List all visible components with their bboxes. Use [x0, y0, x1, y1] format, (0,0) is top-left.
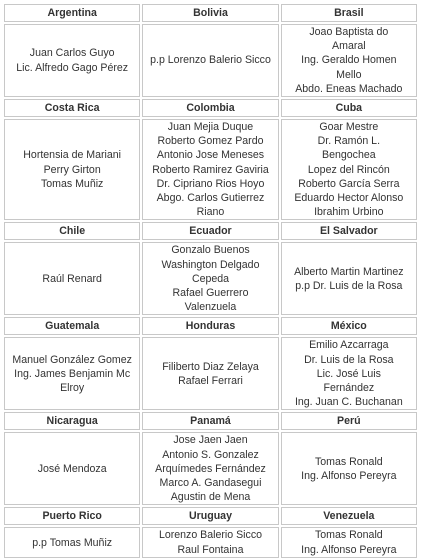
delegates-cell-ecuador: [142, 242, 278, 315]
delegate-name-line: Agustin de Mena: [170, 491, 251, 504]
delegate-name-line: Tomas Ronald: [314, 455, 383, 468]
country-header-row: [4, 317, 417, 335]
delegate-name-line: Joao Baptista do: [309, 26, 389, 38]
country-header-row: [4, 4, 417, 22]
delegates-cell-venezuela: [281, 527, 417, 557]
delegate-name-line: Marco A. Gandasegui: [159, 477, 262, 490]
delegate-name-line: Raúl Renard: [42, 272, 102, 285]
delegates-cell-argentina: [4, 24, 140, 97]
country-header-row: [4, 222, 417, 240]
country-header-guatemala: Guatemala: [4, 317, 140, 335]
country-header-ecuador: Ecuador: [142, 222, 278, 240]
country-header-bolivia: Bolivia: [142, 4, 278, 22]
delegate-name-line: Arquímedes Fernández: [155, 462, 266, 475]
delegate-name-line: Antonio Jose Meneses: [156, 149, 265, 162]
delegate-name-line: Antonio S. Gonzalez: [162, 448, 259, 461]
delegate-name-line: Lic. José Luis: [316, 367, 381, 380]
delegate-name-line: Ibrahim Urbino: [314, 206, 384, 219]
delegate-name-line: Bengochea: [322, 149, 376, 162]
delegates-row: [4, 24, 417, 97]
country-header-chile: Chile: [4, 222, 140, 240]
delegate-name-line: Tomas Ronald: [314, 529, 383, 542]
delegate-name-line: Lorenzo Balerio Sicco: [158, 529, 263, 542]
delegate-name-line: Gonzalo Buenos: [171, 244, 250, 257]
delegates-cell-cuba: [281, 119, 417, 220]
country-header-venezuela: Venezuela: [281, 507, 417, 525]
delegate-name-line: p.p Lorenzo Balerio Sicco: [150, 54, 271, 67]
country-header-puerto-rico: Puerto Rico: [4, 507, 140, 525]
delegate-name-line: Alberto Martin Martinez: [294, 265, 404, 278]
delegate-name-line: Raul Fontaina: [177, 543, 244, 556]
delegates-cell-puerto-rico: [4, 527, 140, 557]
delegates-cell-honduras: [142, 337, 278, 410]
delegate-name-line: Hortensia de Mariani: [23, 149, 122, 162]
delegates-row: [4, 432, 417, 505]
delegate-name-line: p.p Dr. Luis de la Rosa: [295, 279, 403, 292]
delegates-cell-nicaragua: [4, 432, 140, 505]
delegate-name-line: Manuel González Gomez: [12, 353, 132, 366]
delegate-name-line: Eduardo Hector Alonso: [294, 192, 404, 205]
country-header-panama: Panamá: [142, 412, 278, 430]
delegate-name-line: Ing. James Benjamin Mc: [14, 367, 131, 380]
delegate-name-line: Roberto Ramirez Gaviria: [152, 163, 269, 176]
country-header-uruguay: Uruguay: [142, 507, 278, 525]
delegates-cell-mexico: [281, 337, 417, 410]
country-header-mexico: México: [281, 317, 417, 335]
delegate-name-line: Juan Mejia Duque: [167, 121, 254, 134]
country-header-row: [4, 507, 417, 525]
delegate-name-line: Roberto García Serra: [298, 177, 400, 190]
delegate-name-line: Rafael Guerrero: [172, 287, 249, 300]
delegates-cell-el-salvador: [281, 242, 417, 315]
delegate-name-line: Ing. Alfonso Pereyra: [301, 543, 397, 556]
delegate-name-line: Jose Jaen Jaen: [173, 434, 248, 447]
delegate-name-line: Roberto Gomez Pardo: [157, 135, 264, 148]
delegates-cell-costa-rica: [4, 119, 140, 220]
delegates-cell-bolivia: [142, 24, 278, 97]
delegate-name-line: Valenzuela: [184, 301, 237, 314]
delegate-name-line: Dr. Luis de la Rosa: [304, 353, 394, 366]
delegates-row: [4, 119, 417, 220]
country-header-row: [4, 412, 417, 430]
delegate-name-line: Ing. Juan C. Buchanan: [294, 396, 403, 409]
country-header-argentina: Argentina: [4, 4, 140, 22]
delegate-name-line: Ing. Alfonso Pereyra: [301, 469, 397, 482]
delegates-cell-uruguay: [142, 527, 278, 557]
delegates-cell-colombia: [142, 119, 278, 220]
delegate-name-line: Tomas Muñiz: [40, 177, 104, 190]
delegate-name-line: Goar Mestre: [319, 121, 379, 134]
delegate-name-line: Ing. Geraldo Homen: [301, 54, 397, 67]
delegates-cell-peru: [281, 432, 417, 505]
delegate-name-line: Amaral: [332, 40, 366, 53]
delegate-name-line: Lopez del Rincón: [307, 163, 390, 176]
delegate-name-line: Perry Girton: [43, 163, 101, 176]
delegate-name-line: Dr. Ramón L.: [317, 135, 381, 148]
delegates-cell-brasil: [281, 24, 417, 97]
country-header-cuba: Cuba: [281, 99, 417, 117]
country-header-nicaragua: Nicaragua: [4, 412, 140, 430]
delegate-name-line: Lic. Alfredo Gago Pérez: [16, 61, 129, 74]
country-header-brasil: Brasil: [281, 4, 417, 22]
delegates-cell-guatemala: [4, 337, 140, 410]
country-header-honduras: Honduras: [142, 317, 278, 335]
delegate-name-line: Rafael Ferrari: [178, 374, 243, 387]
delegates-row: [4, 242, 417, 315]
delegate-name-line: Emilio Azcarraga: [309, 339, 389, 352]
delegates-row: [4, 527, 417, 557]
country-header-el-salvador: El Salvador: [281, 222, 417, 240]
country-header-row: [4, 99, 417, 117]
delegate-name-line: Elroy: [60, 382, 85, 395]
delegate-name-line: p.p Tomas Muñiz: [32, 536, 113, 549]
delegate-name-line: Abgo. Carlos Gutierrez: [156, 192, 265, 205]
delegate-name-line: Cepeda: [191, 272, 230, 285]
country-header-peru: Perú: [281, 412, 417, 430]
delegates-cell-chile: [4, 242, 140, 315]
delegate-name-line: Filiberto Diaz Zelaya: [162, 360, 259, 373]
delegate-name-line: José Mendoza: [37, 462, 107, 475]
delegate-name-line: Washington Delgado: [161, 258, 260, 271]
delegate-name-line: Fernández: [323, 382, 375, 395]
delegate-name-line: Mello: [336, 68, 362, 81]
delegate-name-line: Riano: [196, 206, 225, 219]
delegate-name-line: Juan Carlos Guyo: [29, 47, 115, 60]
delegates-cell-panama: [142, 432, 278, 505]
country-header-costa-rica: Costa Rica: [4, 99, 140, 117]
delegate-name-line: Abdo. Eneas Machado: [295, 82, 403, 95]
delegate-name-line: Dr. Cipriano Rios Hoyo: [156, 177, 265, 190]
country-header-colombia: Colombia: [142, 99, 278, 117]
delegates-table: [2, 2, 419, 560]
delegates-row: [4, 337, 417, 410]
